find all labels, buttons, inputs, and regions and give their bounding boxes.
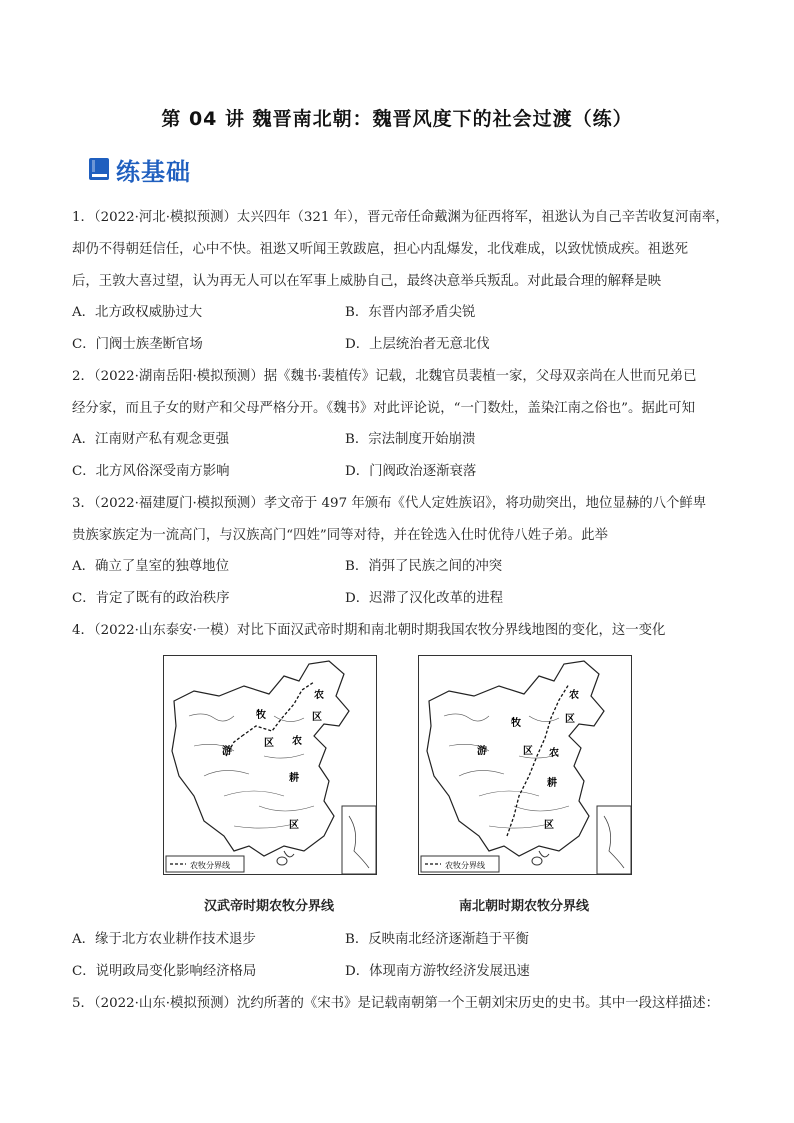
book-icon [88,157,110,181]
question-2-line-1: 2．（2022·湖南岳阳·模拟预测）据《魏书·裴植传》记载，北魏官员裴植一家，父母双亲尚在人世而兄弟已 [72,369,697,384]
question-4-line-1: 4．（2022·山东泰安·一模）对比下面汉武帝时期和南北朝时期我国农牧分界线地图的变化，这一变化 [72,623,666,638]
question-1-option-c[interactable]: C．门阀士族垄断官场 [72,337,203,352]
map-2-label-nomad: 游 [477,746,487,757]
question-1-line-3: 后，王敦大喜过望，认为再无人可以在军事上威胁自己，最终决意举兵叛乱。对此最合理的解释是映 [72,274,662,289]
map-1-label-agri-3: 农 [314,690,324,701]
map-2-label-district-1: 区 [523,746,533,757]
question-1-option-b[interactable]: B．东晋内部矛盾尖锐 [345,305,476,320]
question-1-option-a[interactable]: A．北方政权威胁过大 [72,305,203,320]
question-3-line-1: 3．（2022·福建厦门·模拟预测）孝文帝于 497 年颁布《代人定姓族诏》，将功勋突出，地位显赫的八个鲜卑 [72,496,707,511]
question-4-option-d[interactable]: D．体现南方游牧经济发展迅速 [345,964,530,979]
map-1-label-agri-2: 耕 [289,773,299,784]
map-1-label-district-3: 区 [312,712,322,723]
question-4-option-c[interactable]: C．说明政局变化影响经济格局 [72,964,257,979]
map-han-dynasty [163,655,377,875]
question-1-line-1: 1．（2022·河北·模拟预测）太兴四年（321 年），晋元帝任命戴渊为征西将军，祖逖认为自己辛苦收复河南率， [72,210,729,225]
map-2-label-agri-3: 农 [569,690,579,701]
map-2-legend: 农牧分界线 [445,861,485,870]
question-5-line-1: 5．（2022·山东·模拟预测）沈约所著的《宋书》是记载南朝第一个王朝刘宋历史的史书。其中一段这样描述： [72,996,719,1011]
map-1-label-agri-1: 农 [292,736,302,747]
map-northern-southern-dynasties [418,655,632,875]
question-2-option-c[interactable]: C．北方风俗深受南方影响 [72,464,230,479]
question-3-option-c[interactable]: C．肯定了既有的政治秩序 [72,591,230,606]
map-2-label-agri-2: 耕 [547,778,557,789]
question-3-option-a[interactable]: A．确立了皇室的独尊地位 [72,559,229,574]
question-1-line-2: 却仍不得朝廷信任，心中不快。祖逖又听闻王敦跋扈，担心内乱爆发，北伐难成，以致忧愤成疾。祖逖死 [72,242,688,257]
question-2-option-b[interactable]: B．宗法制度开始崩溃 [345,432,476,447]
map-2-label-district-2: 区 [544,820,554,831]
map-2-label-agri-1: 农 [549,748,559,759]
map-1-label-district-2: 区 [289,820,299,831]
map-1-label-nomad: 游 [222,746,232,757]
question-1-option-d[interactable]: D．上层统治者无意北伐 [345,337,490,352]
map-2-label-district-3: 区 [565,714,575,725]
map-2-caption: 南北朝时期农牧分界线 [458,899,589,914]
map-2-label-pastoral: 牧 [511,718,521,729]
question-2-line-2: 经分家，而且子女的财产和父母严格分开。《魏书》对此评论说，“一门数灶，盖染江南之俗也”。据此可知 [72,401,695,416]
question-3-option-d[interactable]: D．迟滞了汉化改革的进程 [345,591,504,606]
question-4-option-b[interactable]: B．反映南北经济逐渐趋于平衡 [345,932,529,947]
map-northern-southern-dynasties-figure [419,656,631,874]
map-1-caption: 汉武帝时期农牧分界线 [203,899,334,914]
page-title: 第 04 讲 魏晋南北朝：魏晋风度下的社会过渡（练） [161,108,633,130]
map-han-dynasty-figure [164,656,376,874]
question-3-option-b[interactable]: B．消弭了民族之间的冲突 [345,559,503,574]
map-1-label-district-1: 区 [264,738,274,749]
question-4-option-a[interactable]: A．缘于北方农业耕作技术退步 [72,932,256,947]
question-2-option-d[interactable]: D．门阀政治逐渐衰落 [345,464,477,479]
map-1-legend: 农牧分界线 [190,861,230,870]
section-label: 练基础 [116,157,191,186]
question-3-line-2: 贵族家族定为一流高门，与汉族高门“四姓”同等对待，并在铨选入仕时优待八姓子弟。此举 [72,528,608,543]
section-header [88,152,191,186]
question-2-option-a[interactable]: A．江南财产私有观念更强 [72,432,229,447]
map-1-label-pastoral: 牧 [256,710,266,721]
